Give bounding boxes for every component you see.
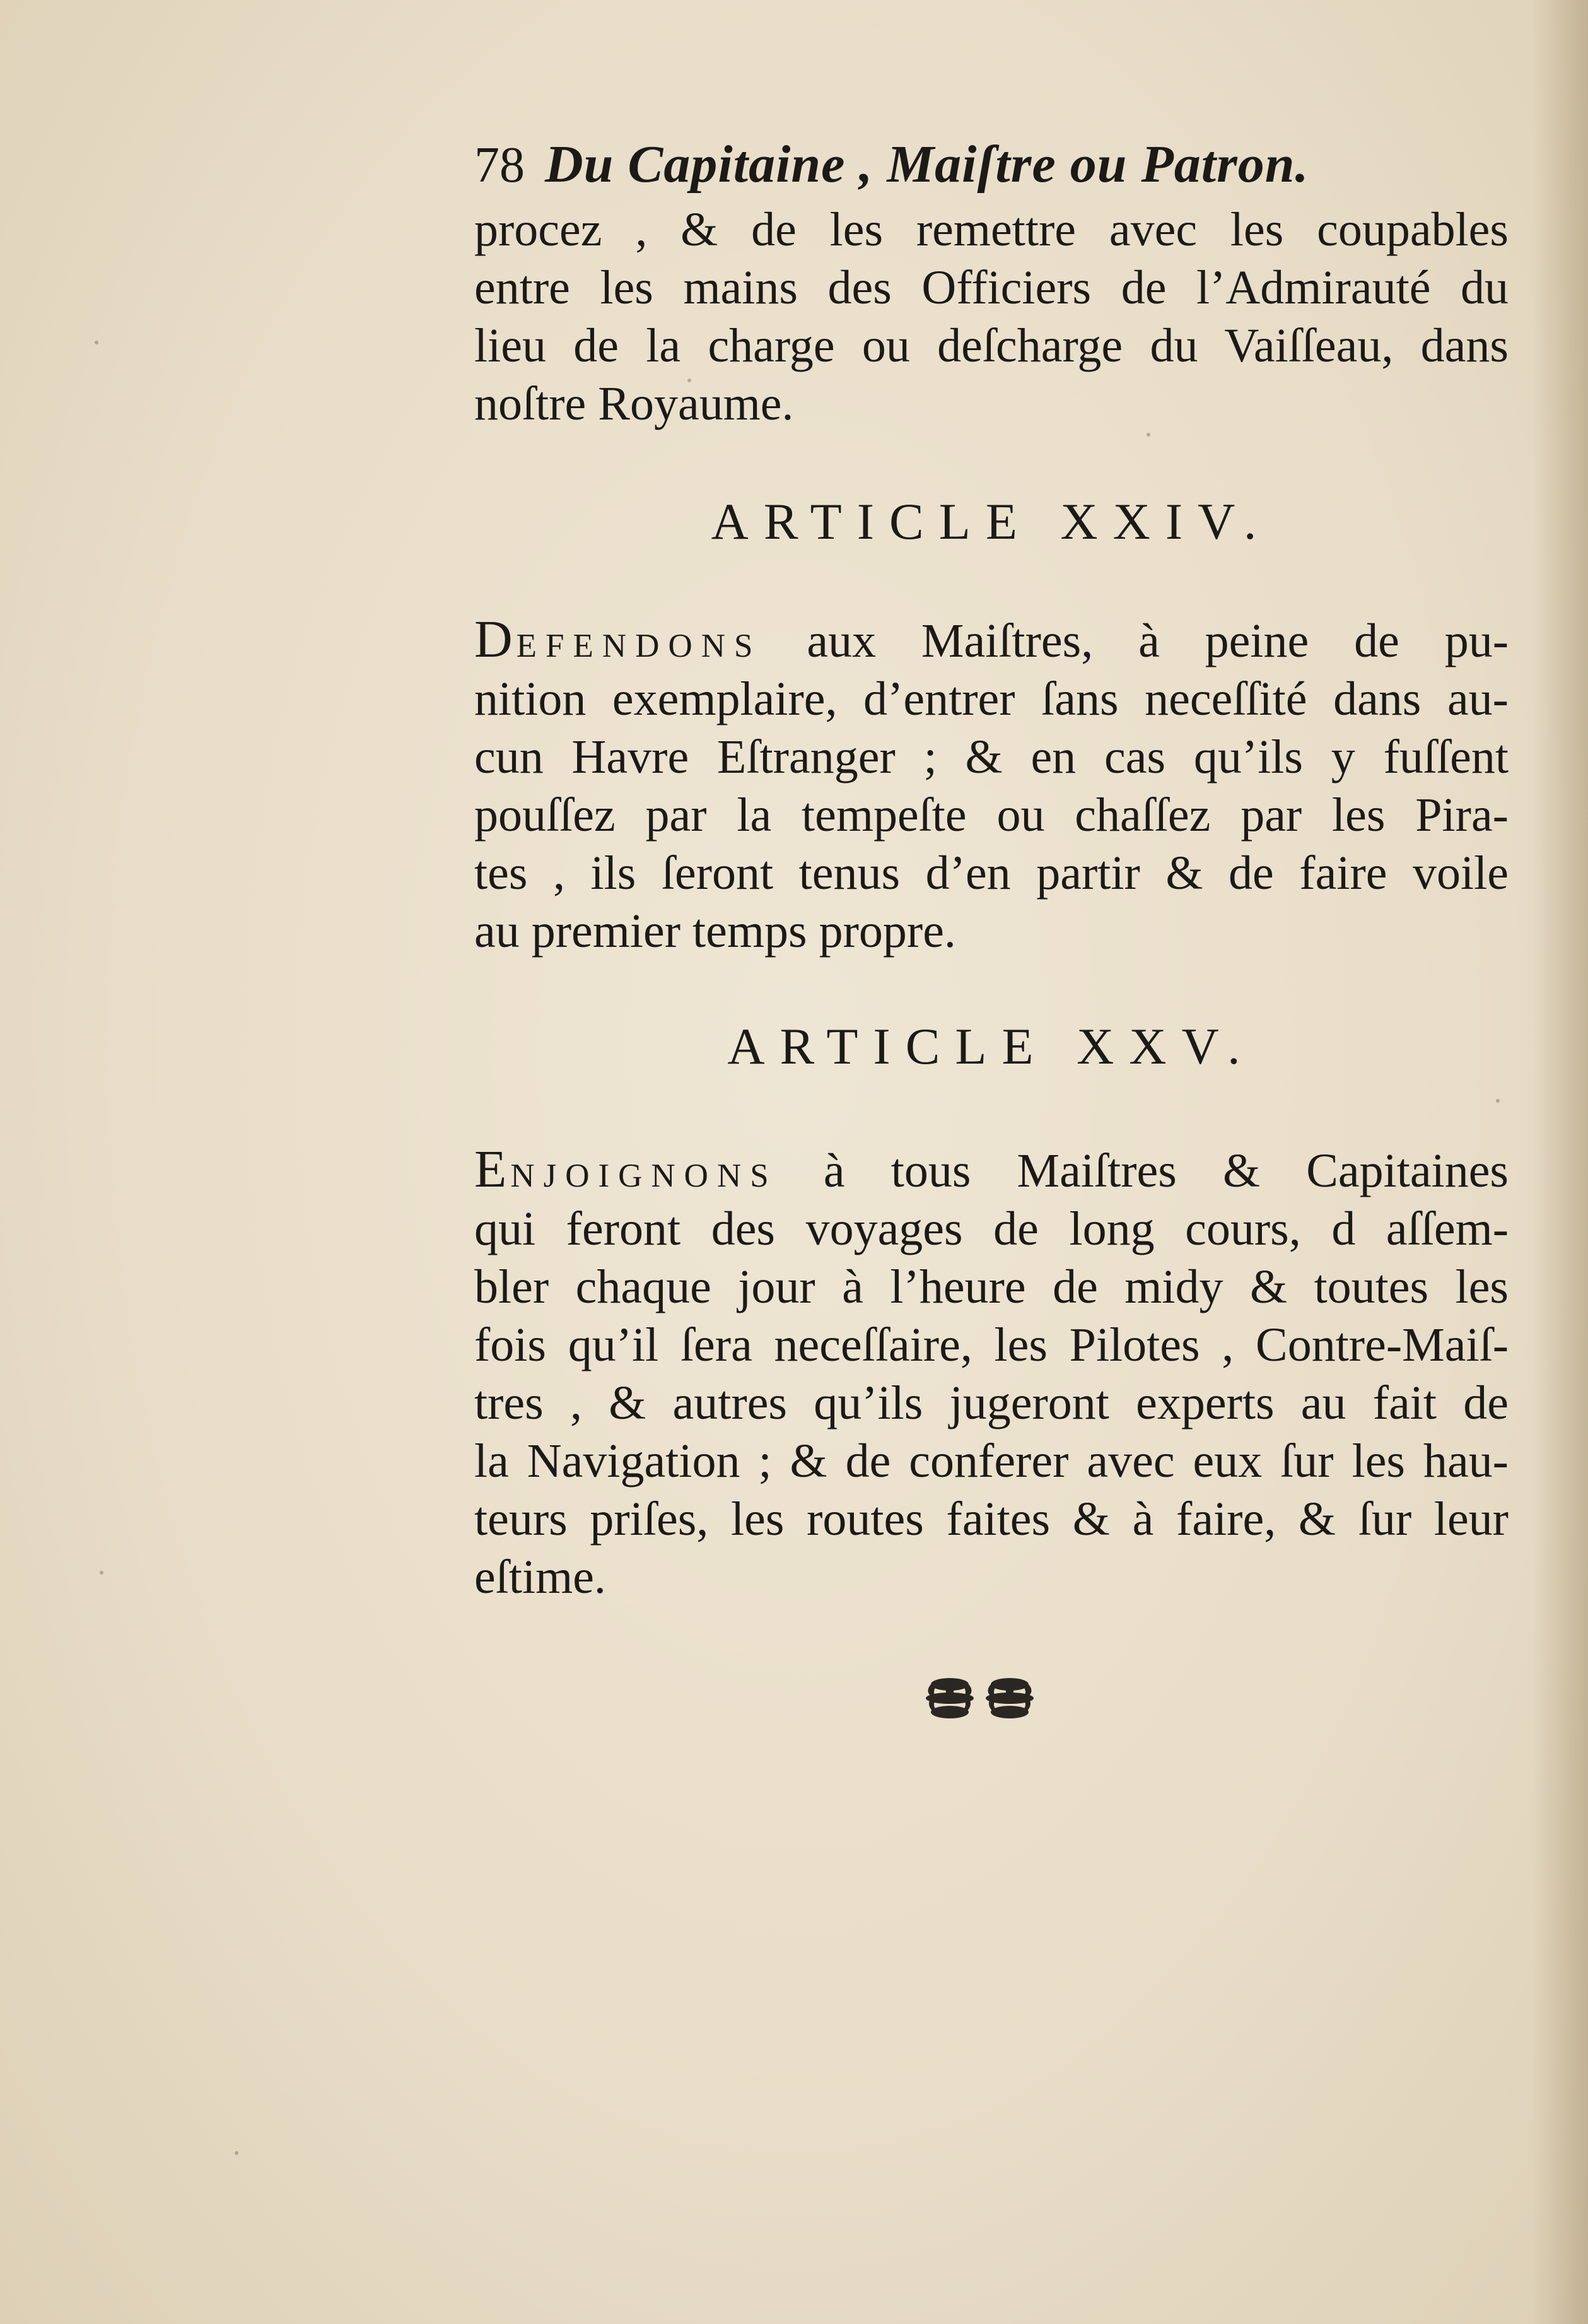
text-line: au premier temps propre. [474, 905, 956, 958]
text-line: tes , ils ſeront tenus d’en partir & de faire voile [474, 847, 1509, 900]
lead-word: efendons [516, 614, 762, 667]
text-line: qui feront des voyages de long cours, d aſſem- [474, 1202, 1509, 1255]
article-25-body [474, 1141, 1509, 1606]
text-line: cun Havre Eſtranger ; & en cas qu’ils y fuſſent [474, 731, 1509, 783]
lead-initial: D [474, 610, 517, 669]
article-24-body [474, 611, 1509, 960]
lead-initial: E [474, 1140, 511, 1199]
text-line: bler chaque jour à l’heure de midy & toutes les [474, 1260, 1509, 1313]
text-line: teurs priſes, les routes faites & à faire, & ſur leur [474, 1493, 1509, 1546]
text-line: pouſſez par la tempeſte ou chaſſez par les Pira- [474, 789, 1509, 842]
running-head [474, 134, 1509, 203]
page-number: 78 [474, 138, 525, 193]
text-line: noſtre Royaume. [474, 377, 794, 430]
text-line: lieu de la charge ou deſcharge du Vaiſſeau, dans [474, 319, 1509, 372]
article-24-heading: ARTICLE XXIV. [711, 493, 1272, 550]
printers-fleuron-ornament-icon [918, 1665, 1044, 1728]
continuation-paragraph [474, 201, 1509, 433]
text-line: la Navigation ; & de conferer avec eux ſur les hau- [474, 1435, 1509, 1488]
running-title: Du Capitaine , Maiſtre ou Patron. [545, 135, 1309, 194]
page-gutter-shadow [1531, 0, 1588, 2324]
article-25-heading: ARTICLE XXV. [727, 1018, 1256, 1075]
text-line [474, 1141, 1509, 1200]
lead-word: njoignons [510, 1144, 778, 1197]
text-line: nition exemplaire, d’entrer ſans neceſſité dans au- [474, 672, 1509, 725]
text-line: entre les mains des Officiers de l’Admirauté du [474, 261, 1509, 314]
text-line [474, 611, 1509, 670]
text-line: procez , & de les remettre avec les coupables [474, 203, 1509, 256]
text-line: eſtime. [474, 1551, 606, 1604]
text-line: tres , & autres qu’ils jugeront experts au fait de [474, 1376, 1509, 1429]
line-text: à tous Maiſtres & Capitaines [823, 1144, 1509, 1197]
line-text: aux Maiſtres, à peine de pu- [807, 614, 1509, 667]
text-line: fois qu’il ſera neceſſaire, les Pilotes , Contre-Maiſ- [474, 1318, 1509, 1371]
